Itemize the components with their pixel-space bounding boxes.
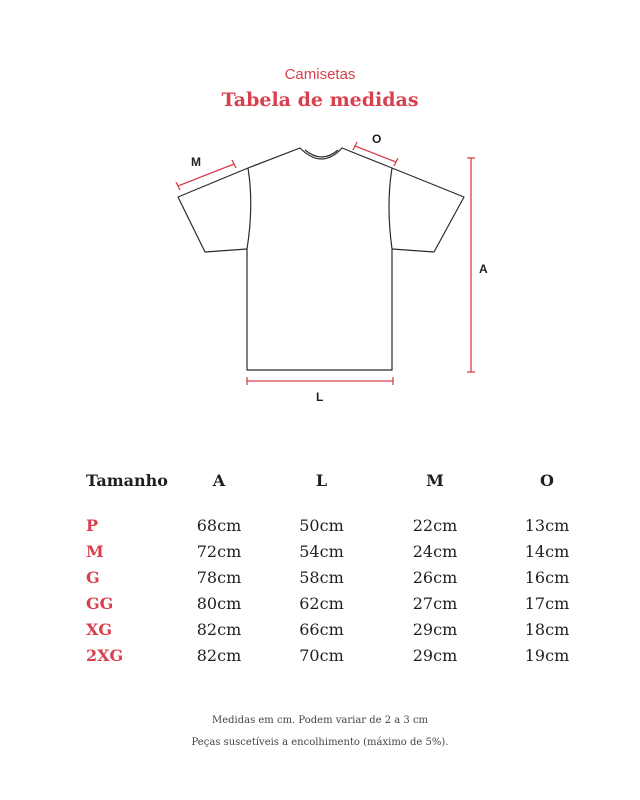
cell-l: 70cm	[299, 645, 344, 665]
header-tamanho: Tamanho	[86, 470, 168, 490]
cell-a: 72cm	[196, 541, 242, 561]
header-o: O	[540, 470, 554, 490]
cell-l: 58cm	[299, 567, 344, 587]
tshirt-outline	[178, 148, 464, 370]
page-title: Tabela de medidas	[221, 89, 419, 111]
cell-m: 29cm	[412, 645, 458, 665]
cell-a: 82cm	[196, 619, 242, 639]
note-shrinkage: Peças suscetíveis a encolhimento (máximo de 5%).	[191, 737, 449, 748]
size-label: XG	[86, 619, 113, 639]
cell-a: 80cm	[196, 593, 242, 613]
cell-a: 82cm	[196, 645, 242, 665]
size-table-header	[80, 464, 597, 512]
cell-l: 66cm	[299, 619, 344, 639]
table-row	[80, 642, 597, 668]
cell-o: 17cm	[524, 593, 570, 613]
size-label: G	[86, 567, 100, 587]
cell-m: 29cm	[412, 619, 458, 639]
cell-o: 14cm	[524, 541, 570, 561]
cell-o: 13cm	[524, 515, 570, 535]
measure-label-a: A	[479, 262, 488, 276]
cell-l: 50cm	[299, 515, 344, 535]
measure-label-m: M	[191, 155, 201, 169]
cell-a: 68cm	[196, 515, 242, 535]
cell-m: 24cm	[412, 541, 458, 561]
cell-l: 62cm	[299, 593, 344, 613]
measure-a	[467, 158, 475, 372]
cell-m: 26cm	[412, 567, 458, 587]
measure-label-l: L	[316, 390, 324, 404]
table-row	[80, 564, 597, 590]
cell-o: 19cm	[524, 645, 570, 665]
measure-l	[247, 377, 393, 385]
cell-m: 27cm	[412, 593, 458, 613]
page-subtitle: Camisetas	[284, 66, 356, 83]
header-a: A	[212, 470, 226, 490]
tshirt-right-seam	[389, 168, 392, 249]
cell-o: 18cm	[524, 619, 570, 639]
table-row	[80, 616, 597, 642]
cell-o: 16cm	[524, 567, 570, 587]
cell-m: 22cm	[412, 515, 458, 535]
size-label: GG	[86, 593, 114, 613]
tshirt-left-seam	[247, 168, 251, 249]
size-table	[80, 464, 597, 668]
table-row	[80, 538, 597, 564]
size-label: M	[86, 541, 104, 561]
note-measurements: Medidas em cm. Podem variar de 2 a 3 cm	[211, 715, 429, 726]
size-label: P	[86, 515, 99, 535]
cell-a: 78cm	[196, 567, 242, 587]
size-label: 2XG	[86, 645, 124, 665]
measure-label-o: O	[372, 132, 382, 146]
header-m: M	[426, 470, 444, 490]
header-l: L	[315, 470, 328, 490]
table-row	[80, 590, 597, 616]
cell-l: 54cm	[299, 541, 344, 561]
table-row	[80, 512, 597, 538]
